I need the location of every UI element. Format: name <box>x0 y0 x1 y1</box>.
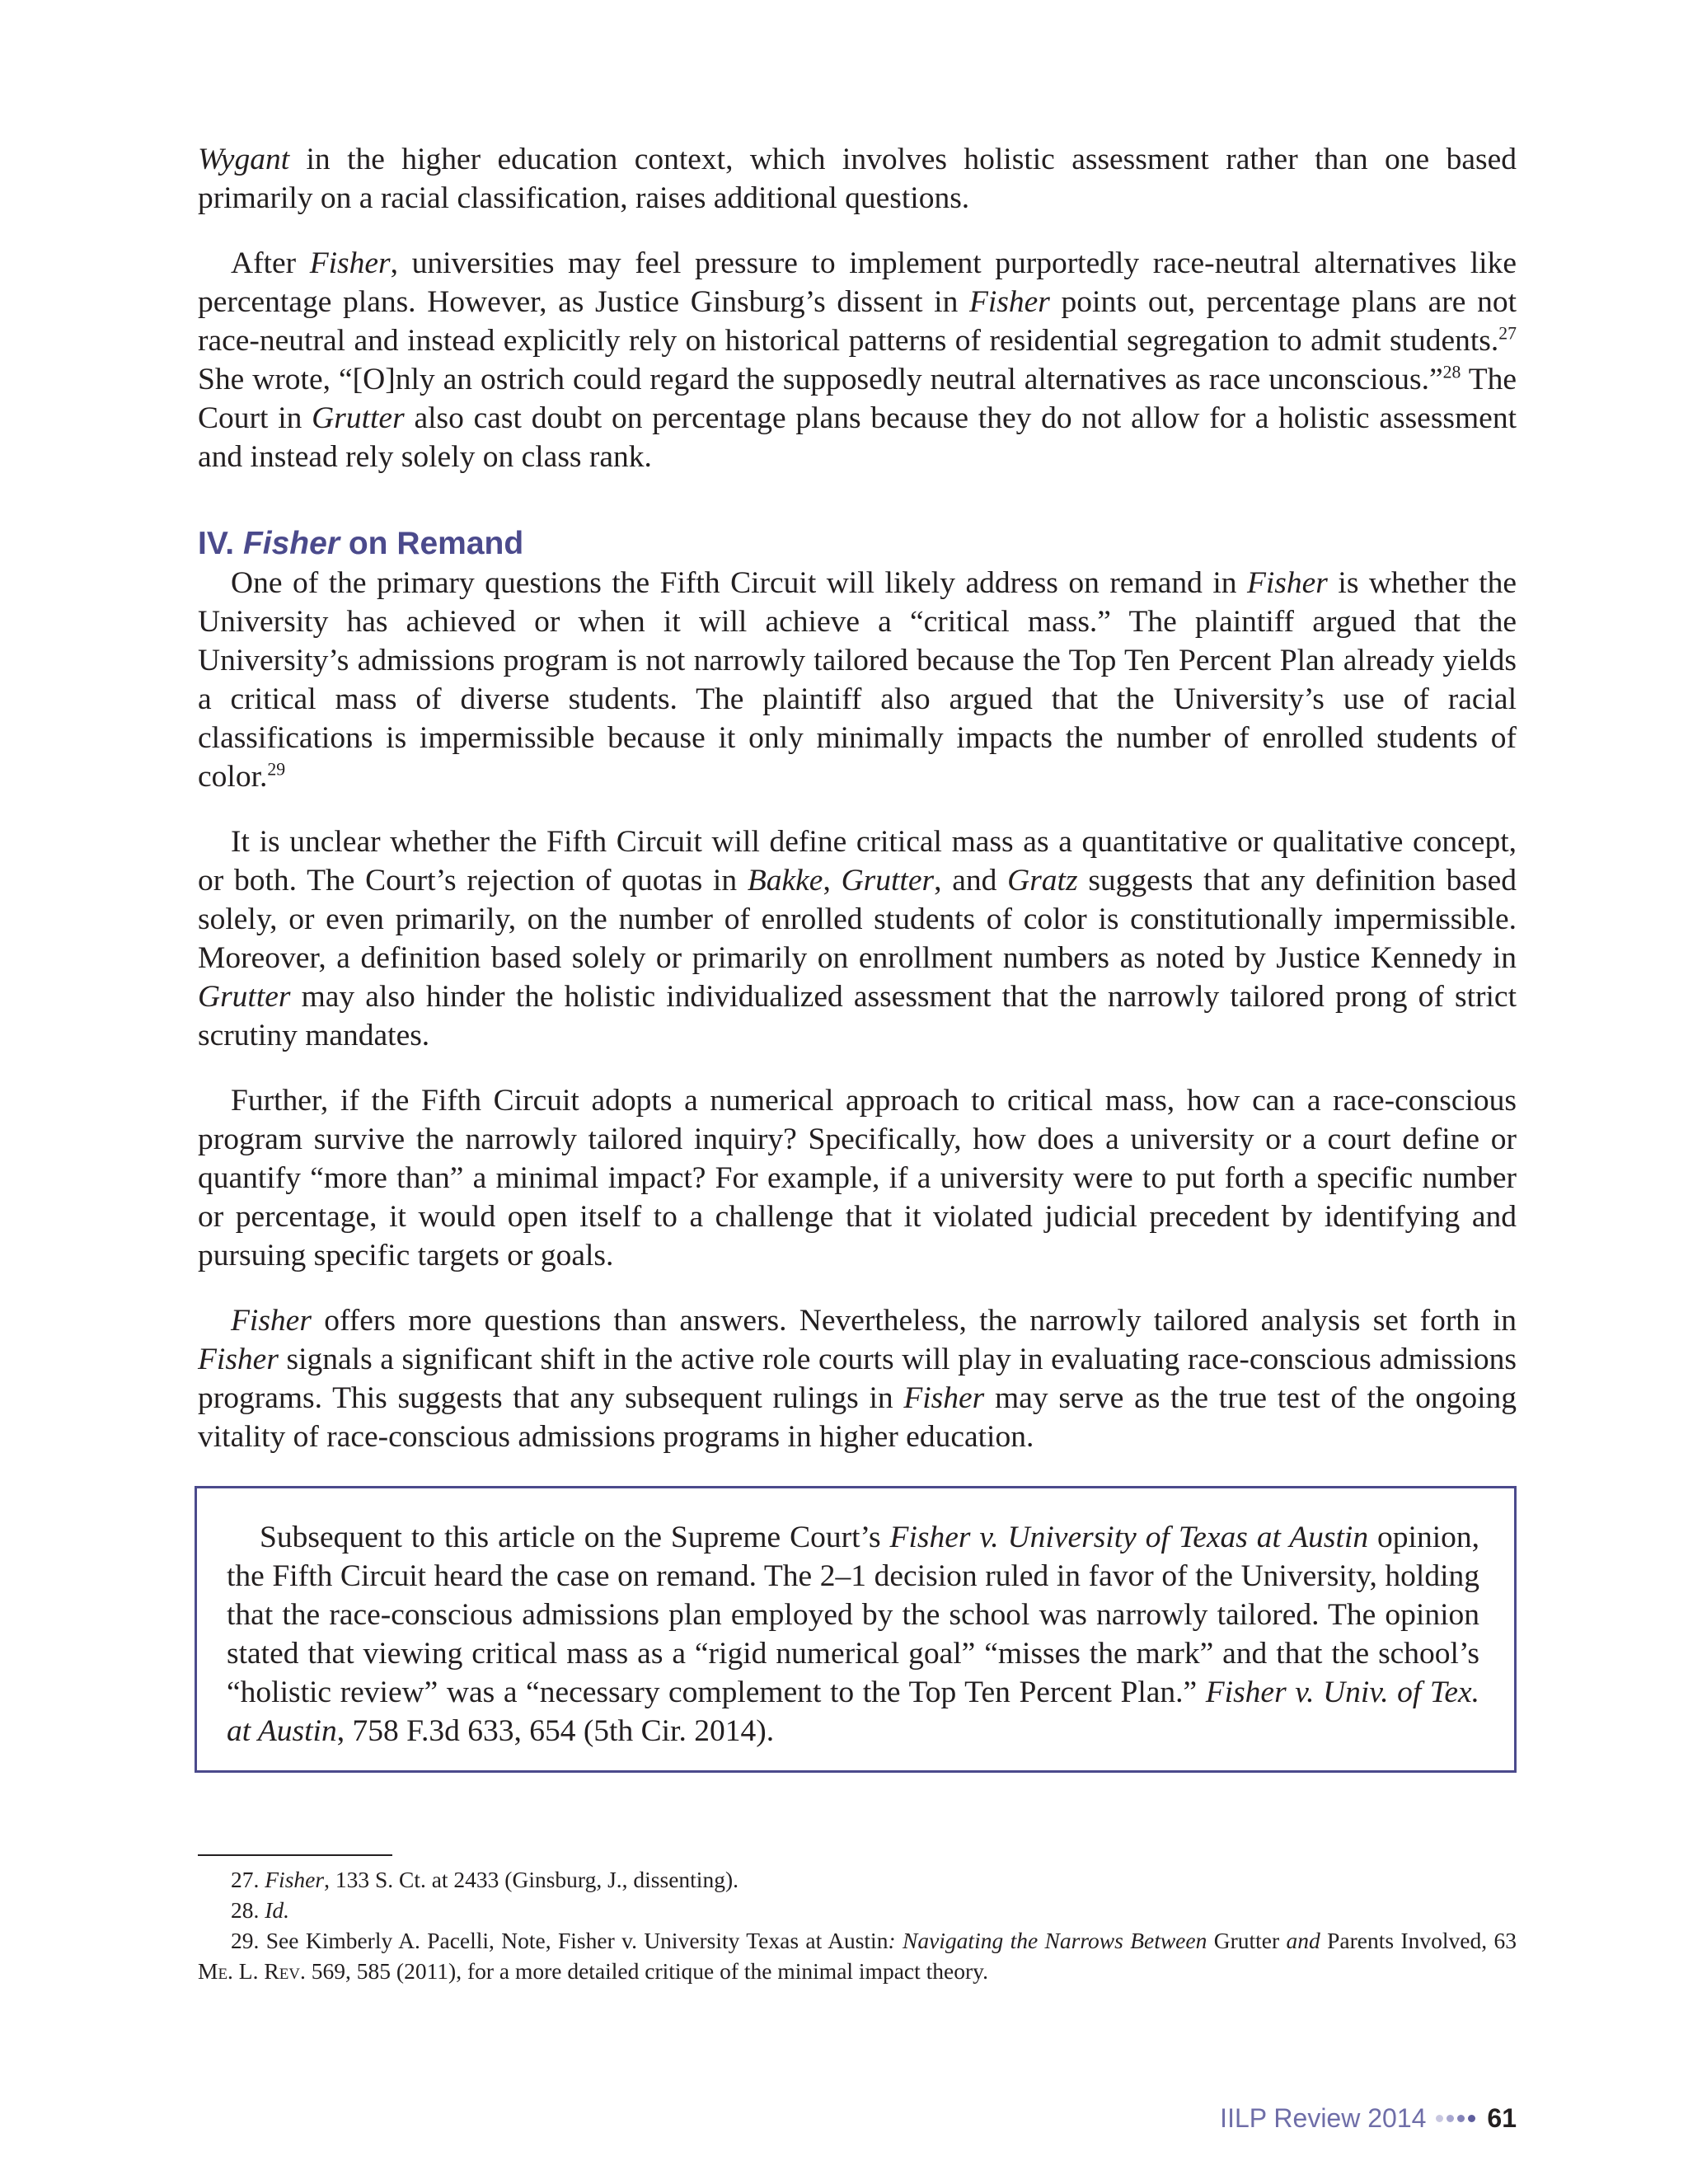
case-name: Fisher <box>1246 566 1328 600</box>
section-heading: IV. Fisher on Remand <box>198 526 524 561</box>
remand-paragraph: One of the primary questions the Fifth Circuit will likely address on remand in Fisher is whether the University has achieved or when it will achieve a “critical mass.” The plaintiff argued that the University’s admissions program is not narrowly tailored because the Top Ten Percent Plan already yields a critical mass of diverse students. The plaintiff also argued that the University’s use of racial classifications is impermissible because it only minimally impacts the number of enrolled students of color.$^{29}$ <box>198 566 1517 794</box>
dot-icon <box>1468 2115 1475 2122</box>
case-citation: Fisher v. Univ. of Tex. at Austin <box>227 1675 1479 1748</box>
conclusion-paragraph: Fisher offers more questions than answers. Nevertheless, the narrowly tailored analysis set forth in Fisher signals a significant shift in the active role courts will play in evaluating race-conscious admissions programs. This suggests that any subsequent rulings in Fisher may serve as the true test of the ongoing vitality of race-conscious admissions programs in higher education. <box>198 1304 1517 1454</box>
footnote-29: 29. See Kimberly A. Pacelli, Note, Fisher v. University Texas at Austin: Navigating the Narrows Between Grutter and Parents Involved, 63 Me. L. Rev. 569, 585 (2011), for a more detailed critique of the minimal impact theory. <box>198 1928 1517 1984</box>
footnote-ref-28[interactable]: 28 <box>1442 362 1461 382</box>
case-name: Fisher <box>903 1381 985 1415</box>
intro-paragraph: Wygant in the higher education context, which involves holistic assessment rather than one based primarily on a racial classification, raises additional questions. <box>198 143 1517 215</box>
case-name: Fisher <box>968 285 1050 319</box>
case-name: Grutter <box>198 980 291 1014</box>
footnote-divider <box>198 1854 392 1856</box>
case-name: Bakke <box>747 864 823 898</box>
dot-icon <box>1436 2115 1443 2122</box>
case-name: Fisher <box>198 1343 279 1376</box>
footnote-28: 28. Id. <box>231 1897 290 1923</box>
publication-name: IILP Review 2014 <box>1220 2103 1427 2133</box>
decorative-dots <box>1436 2115 1479 2122</box>
page-footer <box>1220 2103 1517 2134</box>
case-name: Grutter <box>841 864 935 898</box>
case-name: Gratz <box>1007 864 1078 898</box>
critical-mass-paragraph: It is unclear whether the Fifth Circuit will define critical mass as a quantitative or qualitative concept, or both. The Court’s rejection of quotas in Bakke, Grutter, and Gratz suggests that any definition based solely, or even primarily, on the number of enrolled students of color is constitutionally impermissible. Moreover, a definition based solely or primarily on enrollment numbers as noted by Justice Kennedy in Grutter may also hinder the holistic individualized assessment that the narrowly tailored prong of strict scrutiny mandates. <box>198 825 1517 1052</box>
numerical-approach-paragraph: Further, if the Fifth Circuit adopts a numerical approach to critical mass, how can a race-conscious program survive the narrowly tailored inquiry? Specifically, how does a university or a court define or quantify “more than” a minimal impact? For example, if a university were to put forth a specific number or percentage, it would open itself to a challenge that it violated judicial precedent by identifying and pursuing specific targets or goals. <box>198 1084 1517 1272</box>
footnotes <box>198 1864 1517 1986</box>
page-number: 61 <box>1487 2103 1517 2133</box>
callout-text: Subsequent to this article on the Supreme Court’s Fisher v. University of Texas at Austin opinion, the Fifth Circuit heard the case on remand. The 2–1 decision ruled in favor of the University, holding that the race-conscious admissions plan employed by the school was narrowly tailored. The opinion stated that viewing critical mass as a “rigid numerical goal” “misses the mark” and that the school’s “holistic review” was a “necessary complement to the Top Ten Percent Plan.” Fisher v. Univ. of Tex. at Austin, 758 F.3d 633, 654 (5th Cir. 2014). <box>227 1521 1479 1748</box>
footnote-ref-27[interactable]: 27 <box>1498 323 1517 344</box>
case-name: Wygant <box>198 143 290 176</box>
update-callout-box <box>195 1486 1517 1773</box>
percentage-plans-paragraph: After Fisher, universities may feel pressure to implement purportedly race-neutral alternatives like percentage plans. However, as Justice Ginsburg’s dissent in Fisher points out, percentage plans are not race-neutral and instead explicitly rely on historical patterns of residential segregation to admit students.$^{27}$ She wrote, “[O]nly an ostrich could regard the supposedly neutral alternatives as race unconscious.”$^{28}$ The Court in Grutter also cast doubt on percentage plans because they do not allow for a holistic assessment and instead rely solely on class rank. <box>198 246 1517 474</box>
case-name: Grutter <box>312 401 405 435</box>
case-name: Fisher <box>231 1304 312 1338</box>
dot-icon <box>1457 2115 1465 2122</box>
footnote-27: 27. Fisher, 133 S. Ct. at 2433 (Ginsburg, J., dissenting). <box>231 1867 738 1892</box>
footnote-ref-29[interactable]: 29 <box>267 759 286 780</box>
article-body <box>198 140 1517 1456</box>
dot-icon <box>1447 2115 1454 2122</box>
case-name: Fisher <box>309 246 391 280</box>
case-name: Fisher v. University of Texas at Austin <box>889 1521 1369 1554</box>
